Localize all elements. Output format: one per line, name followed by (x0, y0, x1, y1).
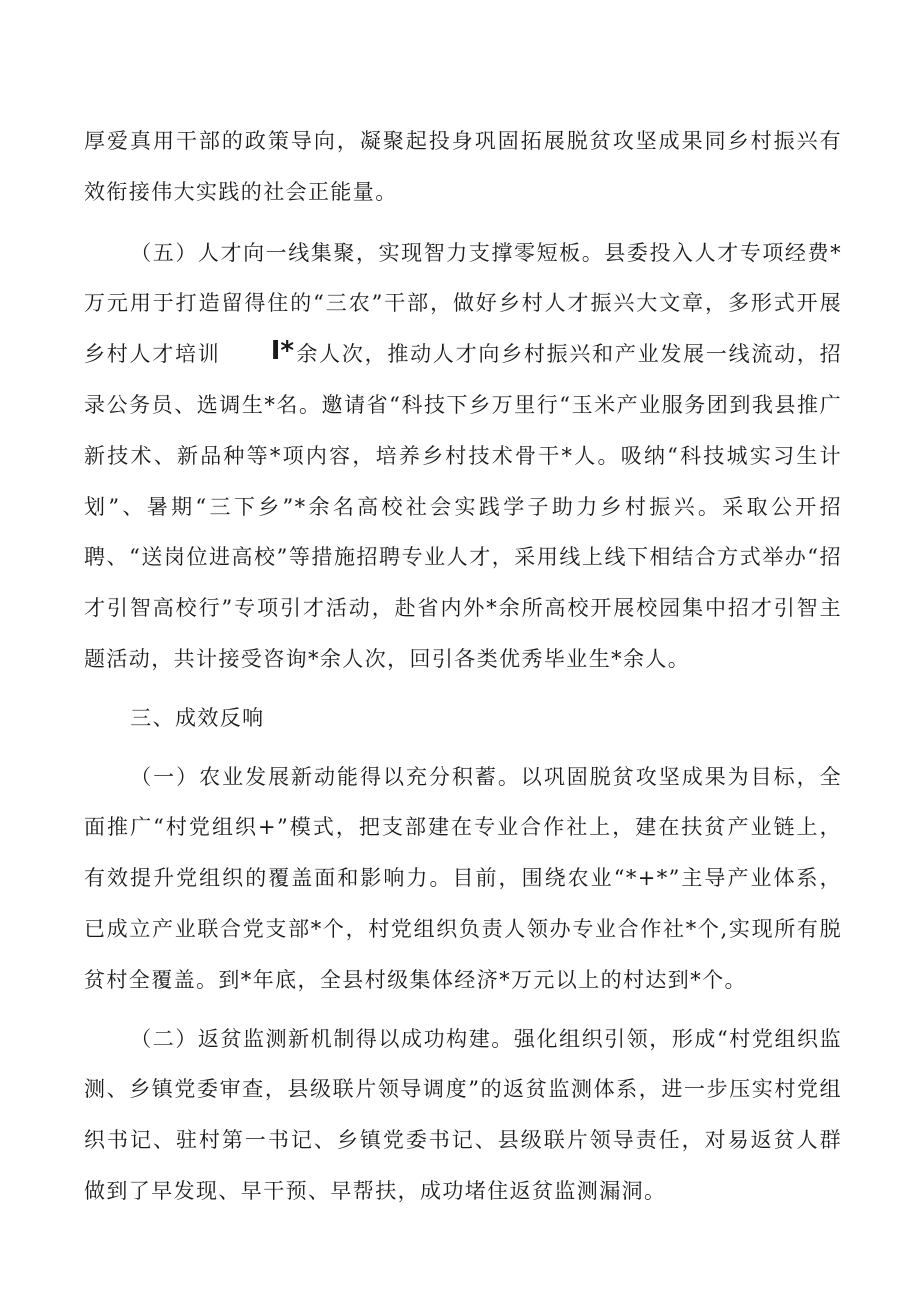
paragraph-monitoring: （二）返贫监测新机制得以成功构建。强化组织引领，形成“村党组织监测、乡镇党委审查，县级联片领导调度”的返贫监测体系，进一步压实村党组织书记、驻村第一书记、乡镇党委书记、县级联片领导责任，对易返贫人群做到了早发现、早干预、早帮扶，成功堵住返贫监测漏洞。 (84, 1026, 842, 1203)
paragraph-talent (84, 228, 842, 685)
paragraph-talent-text-b: 余人次，推动人才向乡村振兴和产业发展一线流动，招录公务员、选调生*名。邀请省“科技下乡万里行“玉米产业服务团到我县推广新技术、新品种等*项内容，培养乡村技术骨干*人。吸纳“科技城实习生计划”、暑期“三下乡”*余名高校社会实践学子助力乡村振兴。采取公开招聘、“送岗位进高校”等措施招聘专业人才，采用线上线下相结合方式举办“招才引智高校行”专项引才活动，赴省内外*余所高校开展校园集中招才引智主题活动，共计接受咨询*余人次，回引各类优秀毕业生*余人。 (84, 342, 842, 671)
paragraph-agriculture: （一）农业发展新动能得以充分积蓄。以巩固脱贫攻坚成果为目标，全面推广“村党组织+”模式，把支部建在专业合作社上，建在扶贫产业链上，有效提升党组织的覆盖面和影响力。目前，围绕农业“*+*”主导产业体系，已成立产业联合党支部*个，村党组织负责人领办专业合作社*个,实现所有脱贫村全覆盖。到*年底，全县村级集体经济*万元以上的村达到*个。 (84, 764, 842, 992)
section-heading-results: 三、成效反响 (130, 705, 265, 730)
document-body (84, 116, 842, 1217)
paragraph-continuation: 厚爱真用干部的政策导向，凝聚起投身巩固拓展脱贫攻坚成果同乡村振兴有效衔接伟大实践的社会正能量。 (84, 129, 842, 204)
inline-mark: I* (270, 336, 294, 367)
paragraph-talent-text-a: （五）人才向一线集聚，实现智力支撑零短板。县委投入人才专项经费*万元用于打造留得住的“三农”干部，做好乡村人才振兴大文章，多形式开展乡村人才培训 (84, 240, 842, 367)
